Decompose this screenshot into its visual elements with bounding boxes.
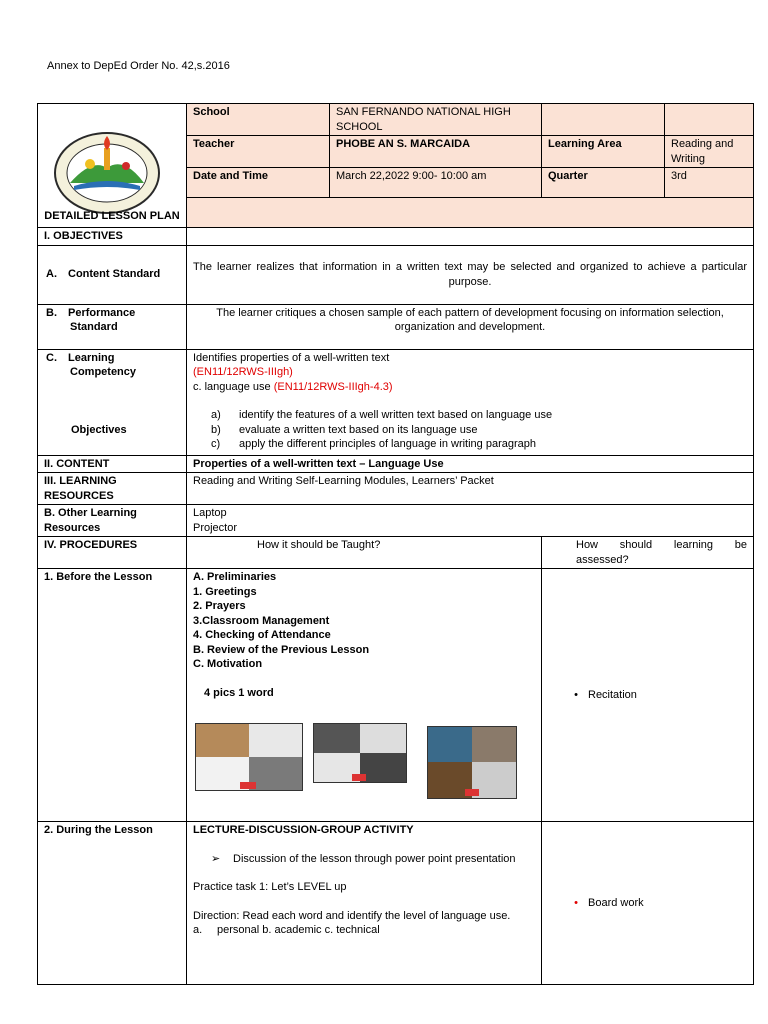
prayers-item: 2. Prayers xyxy=(193,600,246,612)
before-lesson-content xyxy=(187,569,542,822)
arrow-bullet-icon: ➢ xyxy=(211,852,221,865)
logo-cell xyxy=(38,104,187,228)
objectives-heading-blank xyxy=(187,228,754,246)
taught-header: How it should be Taught? xyxy=(187,537,542,569)
before-lesson-label: 1. Before the Lesson xyxy=(38,569,187,822)
competency-code-1: (EN11/12RWS-IIIgh) xyxy=(193,366,293,378)
objective-item: a) identify the features of a well written text based on language use xyxy=(211,409,553,421)
date-value: March 22,2022 9:00- 10:00 am xyxy=(330,168,542,198)
practice-task: Practice task 1: Let’s LEVEL up xyxy=(193,881,347,893)
pics-image-3 xyxy=(427,726,517,799)
deped-seal-logo xyxy=(52,128,162,218)
annex-reference: Annex to DepEd Order No. 42,s.2016 xyxy=(47,60,230,72)
choices-text: a. personal b. academic c. technical xyxy=(193,924,380,936)
school-extra-2 xyxy=(665,104,754,136)
learning-area-label: Learning Area xyxy=(542,136,665,168)
pics-image-1 xyxy=(195,723,303,791)
discussion-item: ➢ Discussion of the lesson through power point presentation xyxy=(211,852,516,865)
quarter-value: 3rd xyxy=(665,168,754,198)
content-value: Properties of a well-written text – Language Use xyxy=(187,455,754,473)
competency-code-2: (EN11/12RWS-IIIgh-4.3) xyxy=(273,380,393,393)
attendance-item: 4. Checking of Attendance xyxy=(193,629,331,641)
learning-area-value: Reading and Writing xyxy=(665,136,754,168)
content-standard-label: A. Content Standard xyxy=(38,245,187,304)
procedures-label: IV. PROCEDURES xyxy=(38,537,187,569)
content-standard-text: The learner realizes that information in a written text may be selected and organized to achieve a particular purpose. xyxy=(187,245,754,304)
school-extra-1 xyxy=(542,104,665,136)
content-label: II. CONTENT xyxy=(38,455,187,473)
header-blank-row xyxy=(187,198,754,228)
school-label: School xyxy=(187,104,330,136)
performance-standard-label: B. Performance Standard xyxy=(38,304,187,349)
objective-item: c) apply the different principles of language in writing paragraph xyxy=(211,438,536,450)
school-value: SAN FERNANDO NATIONAL HIGH SCHOOL xyxy=(330,104,542,136)
assessed-header: How should learning be assessed? xyxy=(542,537,754,569)
pics-image-2 xyxy=(313,723,407,783)
teacher-value: PHOBE AN S. MARCAIDA xyxy=(330,136,542,168)
review-item: B. Review of the Previous Lesson xyxy=(193,643,370,656)
direction-text: Direction: Read each word and identify the level of language use. xyxy=(193,909,511,922)
learning-resources-label: III. LEARNING RESOURCES xyxy=(38,473,187,505)
learning-resources-value: Reading and Writing Self-Learning Modules, Learners’ Packet xyxy=(187,473,754,505)
greetings-item: 1. Greetings xyxy=(193,585,257,598)
competency-text: Identifies properties of a well-written text (EN11/12RWS-IIIgh) c. language use (EN11/12RWS-IIIgh-4.3) a) identify the features of a well written text based on language use b) evaluate a written text based on its language use c) apply the different principles of language in writing paragraph xyxy=(187,349,754,455)
objectives-heading: I. OBJECTIVES xyxy=(38,228,187,246)
preliminaries-item: A. Preliminaries xyxy=(193,571,277,583)
during-lesson-label: 2. During the Lesson xyxy=(38,822,187,985)
before-lesson-assessment xyxy=(542,569,754,822)
objectives-label: Objectives xyxy=(71,423,127,436)
objectives-list xyxy=(193,408,747,452)
during-lesson-content xyxy=(187,822,542,985)
classroom-management-item: 3.Classroom Management xyxy=(193,614,330,627)
date-label: Date and Time xyxy=(187,168,330,198)
performance-standard-text: The learner critiques a chosen sample of each pattern of development focusing on information selection, organization and development. xyxy=(187,304,754,349)
competency-label: C. Learning Competency Objectives xyxy=(38,349,187,455)
other-resources-label: B. Other Learning Resources xyxy=(38,505,187,537)
quarter-label: Quarter xyxy=(542,168,665,198)
bullet-icon: • xyxy=(574,896,578,909)
teacher-label: Teacher xyxy=(187,136,330,168)
lesson-plan-title: DETAILED LESSON PLAN xyxy=(44,210,180,222)
during-lesson-assessment xyxy=(542,822,754,985)
bullet-icon: • xyxy=(574,688,578,701)
other-resources-value: Laptop Projector xyxy=(187,505,754,537)
objective-item: b) evaluate a written text based on its language use xyxy=(211,423,478,436)
recitation-text: Recitation xyxy=(588,688,637,701)
activity-heading: LECTURE-DISCUSSION-GROUP ACTIVITY xyxy=(193,824,414,836)
game-title: 4 pics 1 word xyxy=(204,686,274,699)
motivation-item: C. Motivation xyxy=(193,658,263,670)
lesson-plan-table xyxy=(37,103,754,985)
board-work-text: Board work xyxy=(588,896,644,909)
